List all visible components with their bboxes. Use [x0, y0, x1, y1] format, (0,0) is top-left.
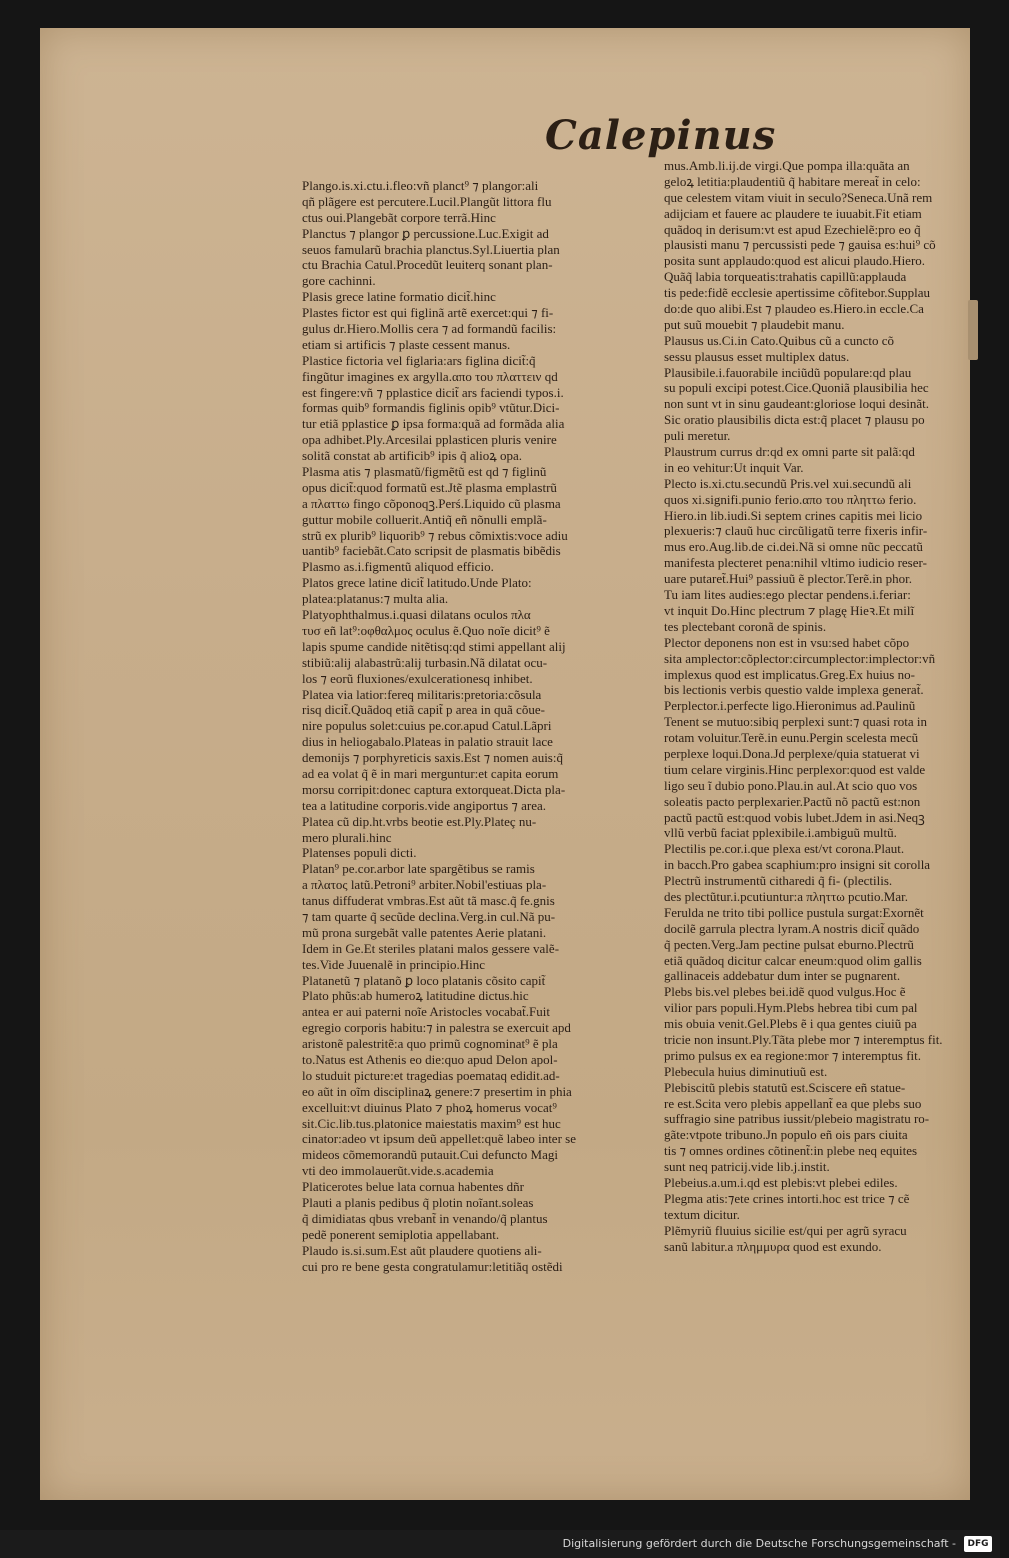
text-line: etiam si artificis ⁊ plaste cessent manus.	[302, 336, 511, 352]
text-line: tanus diffuderat vmbras.Est aũt tã masc.q̃ fe.gnis	[302, 893, 555, 909]
text-line: eo aũt in oĩm disciplinaꝝ genere:⁊ presertim in phia	[302, 1083, 572, 1099]
text-line: mis obuia venit.Gel.Plebs ẽ i qua gentes ciuiũ pa	[664, 1016, 917, 1032]
text-line: Plẽmyriũ fluuius sicilie est/qui per agrũ syracu	[664, 1222, 907, 1238]
text-line: opa adhibet.Ply.Arcesilai pplasticen pluris venire	[302, 432, 557, 448]
text-line: seuos famularũ brachia planctus.Syl.Liuertia plan	[302, 241, 560, 257]
text-line: a πλαττω fingo cõponoqꝫ.Perś.Liquido cũ plasma	[302, 495, 561, 511]
text-line: Plebiscitũ plebis statutũ est.Sciscere eñ statue-	[664, 1079, 906, 1095]
text-line: gallinaceis addebatur dum inter se pugnarent.	[664, 968, 901, 984]
text-line: implexus quod est implicatus.Greg.Ex huius no-	[664, 666, 915, 682]
text-line: Plastes fictor est qui figlinã artẽ exercet:qui ⁊ fi-	[302, 305, 554, 321]
text-line: que celestem vitam viuit in seculo?Seneca.Unã rem	[664, 189, 933, 205]
text-line: non sunt vt in sinu gaudeant:gloriose loqui desinãt.	[664, 396, 930, 412]
text-line: risq dicit̃.Quãdoq etiã capit̃ p area in quã cõue-	[302, 702, 545, 718]
text-line: in eo vehitur:Ut inquit Var.	[664, 459, 804, 475]
text-line: lo studuit picture:et tragedias poemataq edidit.ad-	[302, 1067, 560, 1083]
text-line: solitã constat ab artificib⁹ ipis q̃ alioꝝ opa.	[302, 448, 522, 464]
text-line: Plasma atis ⁊ plasmatũ/figmẽtũ est qd ⁊ figlinũ	[302, 464, 547, 480]
text-line: q̃ dimidiatas qbus vrebant̃ in venando/q̃ plantus	[302, 1210, 548, 1226]
text-line: vllũ verbũ faciat pplexibile.i.ambiguũ multũ.	[664, 825, 897, 841]
text-line: Plausibile.i.fauorabile inciũdũ populare:qd plau	[664, 364, 912, 380]
text-line: Plebecula huius diminutiuũ est.	[664, 1063, 828, 1079]
text-line: uare putaret̃.Hui⁹ passiuũ ẽ plector.Terẽ.in phor.	[664, 571, 913, 587]
text-line: formas quib⁹ formandis figlinis opib⁹ vtũtur.Dici-	[302, 400, 560, 416]
right-text-column	[664, 158, 1009, 1254]
text-line: Perplector.i.perfecte ligo.Hieronimus ad.Paulinũ	[664, 698, 916, 714]
text-line: Quãq̃ labia torqueatis:trahatis capillũ:applauda	[664, 269, 907, 285]
text-line: mideos cõmemorandũ putauit.Cui defuncto Magi	[302, 1147, 558, 1163]
footer-credit: Digitalisierung gefördert durch die Deutsche Forschungsgemeinschaft -	[562, 1537, 956, 1550]
text-line: antea er aui paterni noĩe Aristocles vocabat̃.Fuit	[302, 1004, 550, 1020]
text-line: Idem in Ge.Et steriles platani malos gessere valẽ-	[302, 940, 560, 956]
text-line: bis lectionis verbis questio valde implexa generat̃.	[664, 682, 924, 698]
text-line: tea a latitudine corporis.vide angiportus ⁊ area.	[302, 797, 546, 813]
text-line: put suũ mouebit ⁊ plaudebit manu.	[664, 316, 845, 332]
text-line: mus ero.Aug.lib.de ci.dei.Nã si omne nũc peccatũ	[664, 539, 923, 555]
text-line: Plectilis pe.cor.i.que plexa est/vt corona.Plaut.	[664, 841, 905, 857]
text-line: a πλατος latũ.Petroni⁹ arbiter.Nobil'estiuas pla-	[302, 877, 547, 893]
text-line: sunt neq patricij.vide lib.j.instit.	[664, 1159, 830, 1175]
text-line: Plasmo as.i.figmentũ aliquod efficio.	[302, 559, 494, 575]
text-line: Plebs bis.vel plebes bei.idẽ quod vulgus.Hoc ẽ	[664, 984, 906, 1000]
text-line: vt inquit Do.Hinc plectrum ⁊ plagę Hieꝛ.Et milĩ	[664, 602, 915, 618]
left-text-column	[302, 178, 670, 1278]
text-line: cui pro re bene gesta congratulamur:letitiãq ostẽdi	[302, 1258, 563, 1274]
text-line: tis pede:fidẽ ecclesie apertissime cõfitebor.Supplau	[664, 285, 931, 301]
text-line: Sic oratio plausibilis dicta est:q̃ placet ⁊ plausu po	[664, 412, 925, 428]
text-line: dius in heliogabalo.Plateas in palatio strauit lace	[302, 734, 553, 750]
text-line: etiã quãdoq dicitur calcar eneum:quod olim gallis	[664, 952, 922, 968]
text-line: Platanetũ ⁊ platanõ ꝑ loco platanis cõsito capit̃	[302, 972, 546, 988]
text-line: plausisti manu ⁊ percussisti pede ⁊ gauisa es:hui⁹ cõ	[664, 237, 936, 253]
text-line: tur etiã pplastice ꝑ ipsa forma:quã ad formãda alia	[302, 416, 565, 432]
text-line: cinator:adeo vt ipsum deũ appellet:quẽ labeo inter se	[302, 1131, 576, 1147]
text-line: demonijs ⁊ porphyreticis saxis.Est ⁊ nomen auis:q̃	[302, 750, 563, 766]
text-line: Planctus ⁊ plangor ꝑ percussione.Luc.Exigit ad	[302, 225, 549, 241]
text-line: Platenses populi dicti.	[302, 845, 417, 861]
text-line: soleatis pacto perplexarier.Pactũ nõ pactũ est:non	[664, 793, 921, 809]
text-line: sessu plausus esset multiplex datus.	[664, 348, 850, 364]
running-title: Calepinus	[545, 112, 777, 159]
text-line: Platos grece latine dicit̃ latitudo.Unde Plato:	[302, 575, 532, 591]
text-line: Tenent se mutuo:sibiq perplexi sunt:⁊ quasi rota in	[664, 714, 927, 730]
text-line: sita amplector:cõplector:circumplector:implector:vñ	[664, 650, 936, 666]
text-line: sanũ labitur.a πλημμυρα quod est exundo.	[664, 1238, 882, 1254]
text-line: sit.Cic.lib.tus.platonice maiestatis maxim⁹ est huc	[302, 1115, 561, 1131]
text-line: Plauti a planis pedibus q̃ plotin noĩant.soleas	[302, 1195, 534, 1210]
text-line: guttur mobile colluerit.Antiq̃ eñ nõnulli emplã-	[302, 511, 547, 527]
text-line: rotam voluitur.Terẽ.in eunu.Pergin scelesta mecũ	[664, 730, 919, 746]
text-line: geloꝝ letitia:plaudentiũ q̃ habitare mereat̃ in celo:	[664, 173, 921, 189]
text-line: nire populus solet:cuius pe.cor.apud Catul.Lãpri	[302, 718, 552, 734]
dfg-logo: DFG	[964, 1536, 992, 1552]
text-line: ⁊ tam quarte q̃ secũde declina.Verg.in cul.Nã pu-	[302, 908, 556, 924]
text-line: ligo seu ĩ dubio pono.Plau.in aul.At scio quo vos	[664, 777, 918, 793]
text-line: Plango.is.xi.ctu.i.fleo:vñ planct⁹ ⁊ plangor:ali	[302, 178, 539, 193]
text-line: posita sunt applaudo:quod est alicui plaudo.Hiero.	[664, 253, 926, 269]
text-line: Platea cũ dip.ht.vrbs beotie est.Ply.Plateç nu-	[302, 813, 537, 829]
text-line: manifesta plecteret pena:nihil vltimo iudicio reser-	[664, 555, 927, 571]
text-line: su populi excipi potest.Cice.Quoniã plausibilia hec	[664, 380, 929, 396]
text-line: est fingere:vñ ⁊ pplastice dicit̃ ars faciendi typos.i.	[302, 384, 564, 400]
text-line: vilior pars populi.Hym.Plebs hebrea tibi cum pal	[664, 1000, 918, 1016]
text-line: Platicerotes belue lata cornua habentes dñr	[302, 1179, 524, 1195]
text-line: Platan⁹ pe.cor.arbor late spargẽtibus se ramis	[302, 861, 535, 877]
text-line: vti deo immolauerũt.vide.s.academia	[302, 1163, 494, 1179]
text-line: mero plurali.hinc	[302, 829, 392, 845]
text-line: re est.Scita vero plebis appellant̃ ea que plebs suo	[664, 1095, 922, 1111]
text-line: Plaudo is.si.sum.Est aũt plaudere quotiens ali-	[302, 1242, 542, 1258]
text-line: Plastice fictoria vel figlaria:ars figlina dicit̃:q̃	[302, 352, 536, 368]
text-line: Plausus us.Ci.in Cato.Quibus cũ a cuncto cõ	[664, 332, 895, 348]
text-line: qñ plãgere est percutere.Lucil.Plangũt littora flu	[302, 193, 552, 209]
text-line: tes.Vide Juuenalẽ in principio.Hinc	[302, 956, 485, 972]
text-line: textum dicitur.	[664, 1206, 740, 1222]
text-line: uantib⁹ faciebãt.Cato scripsit de plasmatis bibẽdis	[302, 543, 561, 559]
text-line: platea:platanus:⁊ multa alia.	[302, 591, 449, 607]
text-line: tis ⁊ omnes ordines cõtinent̃:in plebe neq equites	[664, 1143, 918, 1159]
text-line: Plectrũ instrumentũ citharedi q̃ fi- (plectilis.	[664, 873, 893, 889]
text-line: Plecto is.xi.ctu.secundũ Pris.vel xui.secundũ ali	[664, 475, 912, 491]
text-line: in bacch.Pro gabea scaphium:pro insigni sit corolla	[664, 857, 931, 873]
text-line: Plebeius.a.um.i.qd est plebis:vt plebei ediles.	[664, 1175, 898, 1190]
page-edge-tab	[968, 300, 978, 360]
text-line: quãdoq in derisum:vt est apud Ezechielẽ:pro eo q̃	[664, 221, 921, 237]
text-line: Ferulda ne trito tibi pollice pustula surgat:Exornẽt	[664, 904, 924, 920]
text-line: perplexe loqui.Dona.Jd perplexe/quia statuerat vi	[664, 745, 920, 761]
text-line: do:de quo alibi.Est ⁊ plaudeo es.Hiero.in eccle.Ca	[664, 301, 924, 317]
text-line: pedẽ ponerent semiplotia appellabant.	[302, 1226, 500, 1242]
text-line: Plasis grece latine formatio dicit̃.hinc	[302, 289, 496, 305]
footer-bar	[0, 1530, 1000, 1558]
text-line: Hiero.in lib.iudi.Si septem crines capitis mei licio	[664, 507, 923, 523]
text-line: egregio corporis habitu:⁊ in palestra se exercuit apd	[302, 1020, 571, 1036]
text-line: to.Natus est Athenis eo die:quo apud Delon apol-	[302, 1051, 558, 1067]
text-line: ctu Brachia Catul.Procedũt leuiterq sonant plan-	[302, 257, 553, 273]
text-line: quos xi.signifi.punio ferio.απο του πληττω ferio.	[664, 491, 917, 507]
text-line: plexueris:⁊ clauũ huc circũligatũ terre fixeris infir-	[664, 523, 928, 539]
text-line: Plaustrum currus dr:qd ex omni parte sit palã:qd	[664, 444, 915, 460]
text-line: gulus dr.Hiero.Mollis cera ⁊ ad formandũ facilis:	[302, 321, 557, 337]
text-line: tium celare virginis.Hinc perplexor:quod est valde	[664, 761, 926, 777]
text-line: suffragio sine patribus iussit/plebeio magistratu ro-	[664, 1111, 930, 1127]
text-line: gore cachinni.	[302, 273, 376, 289]
text-line: Plegma atis:⁊ete crines intorti.hoc est trice ⁊ cẽ	[664, 1190, 910, 1206]
text-line: adijciam et fauere ac plaudere te iuuabit.Fit etiam	[664, 205, 922, 221]
text-line: q̃ pecten.Verg.Jam pectine pulsat eburno.Plectrũ	[664, 936, 914, 952]
text-line: pactũ pactũ est:quod vobis lubet.Jdem in asi.Neqꝫ	[664, 809, 925, 825]
text-line: Tu iam lites audies:ego plectar pendens.i.feriar:	[664, 587, 911, 603]
text-line: Platea via latior:fereq militaris:pretoria:cõsula	[302, 686, 542, 702]
book-page	[40, 28, 970, 1500]
text-line: tricie non insunt.Ply.Tãta plebe mor ⁊ interemptus fit.	[664, 1031, 943, 1047]
text-line: opus dicit̃:quod formatũ est.Jtẽ plasma emplastrũ	[302, 479, 557, 495]
text-line: los ⁊ eorũ fluxiones/exulcerationesq inhibet.	[302, 670, 533, 686]
text-line: puli meretur.	[664, 428, 731, 444]
text-line: strũ ex plurib⁹ liquorib⁹ ⁊ rebus cõmixtis:voce adiu	[302, 527, 568, 543]
text-line: mũ prona surgebãt valle patentes Aerie platani.	[302, 924, 547, 940]
text-line: docilẽ garrula plectra lyram.A nostris dicit̃ quãdo	[664, 920, 920, 936]
text-line: morsu corripit:donec captura extorqueat.Dicta pla-	[302, 781, 566, 797]
text-line: primo pulsus ex ea regione:mor ⁊ interemptus fit.	[664, 1047, 922, 1063]
text-line: fingũtur imagines ex argylla.απο του πλαττειν qd	[302, 368, 558, 384]
text-line: tes plectebant coronã de spinis.	[664, 618, 827, 634]
text-line: aristonẽ palestritẽ:a quo primũ cognominat⁹ ẽ pla	[302, 1036, 558, 1052]
text-line: Plector deponens non est in vsu:sed habet cõpo	[664, 634, 910, 650]
text-line: ad ea volat q̃ ẽ in mari merguntur:et capita eorum	[302, 765, 559, 781]
text-line: stibiũ:alij alabastrũ:alij turbasin.Nã dilatat ocu-	[302, 654, 548, 670]
text-line: ctus oui.Plangebãt corpore terrã.Hinc	[302, 209, 496, 225]
text-line: gãte:vtpote tribuno.Jn populo eñ ois pars ciuita	[664, 1127, 908, 1143]
text-line: Platyophthalmus.i.quasi dilatans oculos πλα	[302, 607, 531, 623]
text-line: τυσ eñ lat⁹:οφθαλμος oculus ẽ.Quo noĩe dicit⁹ ẽ	[302, 622, 550, 638]
text-line: des plectũtur.i.pcutiuntur:a πληττω pcutio.Mar.	[664, 888, 908, 904]
text-line: mus.Amb.li.ij.de virgi.Que pompa illa:quãta an	[664, 158, 910, 173]
text-line: lapis spume candide nitẽtisq:qd stimi appellant alij	[302, 638, 566, 654]
text-line: Plato phũs:ab humeroꝝ latitudine dictus.hic	[302, 988, 529, 1004]
text-line: excelluit:vt diuinus Plato ⁊ phoꝝ homerus vocat⁹	[302, 1099, 557, 1115]
